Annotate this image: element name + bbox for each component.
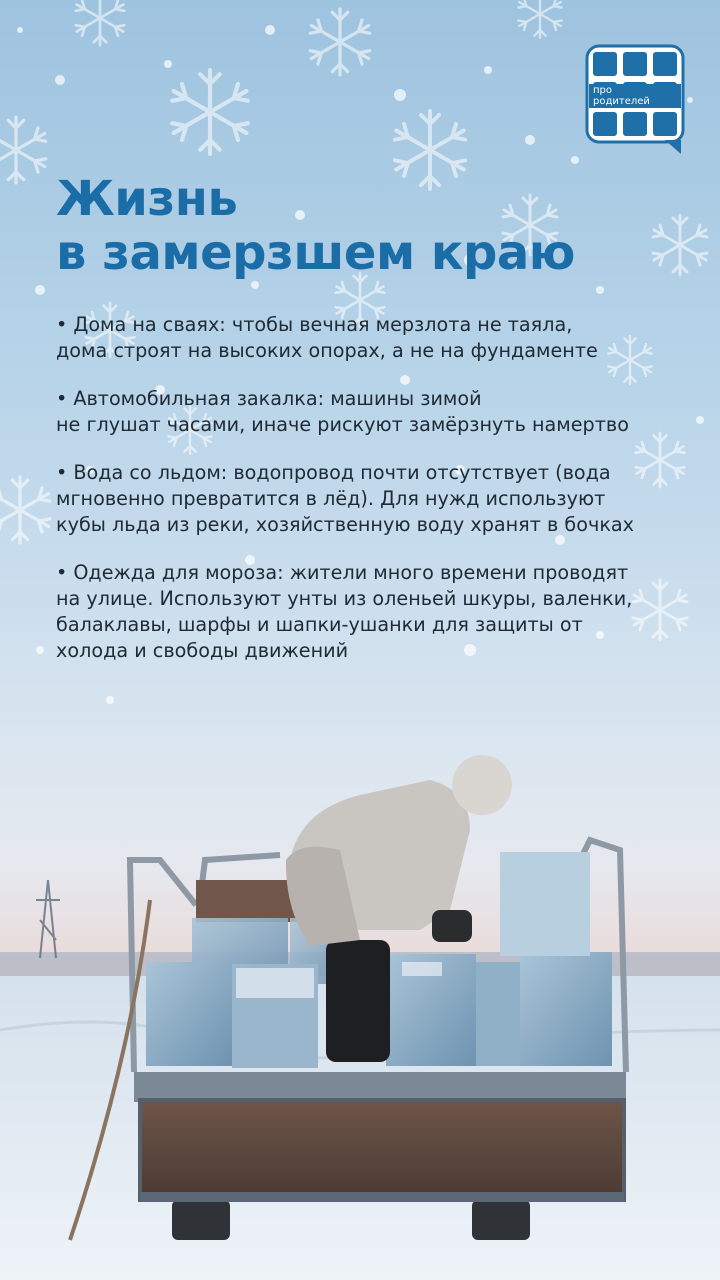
- bullet-text: на улице. Используют унты из оленьей шкуры, валенки,: [56, 587, 633, 610]
- bullet-text: балаклавы, шарфы и шапки-ушанки для защиты от: [56, 613, 583, 636]
- list-item: [56, 460, 696, 538]
- logo-text-line2: родителей: [593, 96, 650, 107]
- title-line-1: Жизнь: [56, 171, 238, 227]
- bullet-text: дома строят на высоких опорах, а не на фундаменте: [56, 339, 598, 362]
- bullet-text: кубы льда из реки, хозяйственную воду хранят в бочках: [56, 513, 635, 536]
- list-item: [56, 386, 696, 438]
- bullet-text: холода и свободы движений: [56, 639, 349, 662]
- page-title: [56, 172, 575, 280]
- snowflake-icon: [310, 9, 369, 75]
- snowflake-icon: [76, 0, 125, 45]
- bullet-marker: •: [56, 561, 68, 584]
- bullet-marker: •: [56, 387, 68, 410]
- power-tower: [36, 880, 60, 958]
- bullet-text: Дома на сваях: чтобы вечная мерзлота не таяла,: [73, 313, 573, 336]
- facts-list: [56, 312, 696, 686]
- bullet-text: Одежда для мороза: жители много времени проводят: [73, 561, 629, 584]
- title-line-2: в замерзшем краю: [56, 225, 575, 281]
- bullet-text: не глушат часами, иначе рискуют замёрзнуть намертво: [56, 413, 629, 436]
- snowflake-icon: [0, 117, 46, 183]
- snowflake-icon: [172, 70, 248, 154]
- list-item: [56, 560, 696, 664]
- logo-icon: [585, 44, 685, 154]
- bullet-text: Вода со льдом: водопровод почти отсутствует (вода: [73, 461, 611, 484]
- snowflake-icon: [653, 215, 707, 275]
- logo-text-line1: про: [593, 85, 613, 96]
- list-item: [56, 312, 696, 364]
- bullet-text: мгновенно превратится в лёд). Для нужд используют: [56, 487, 606, 510]
- bullet-marker: •: [56, 313, 68, 336]
- snowflake-icon: [0, 477, 50, 543]
- truck-ice-photo: [0, 700, 720, 1280]
- snowflake-icon: [518, 0, 561, 38]
- bullet-text: Автомобильная закалка: машины зимой: [73, 387, 482, 410]
- bullet-marker: •: [56, 461, 68, 484]
